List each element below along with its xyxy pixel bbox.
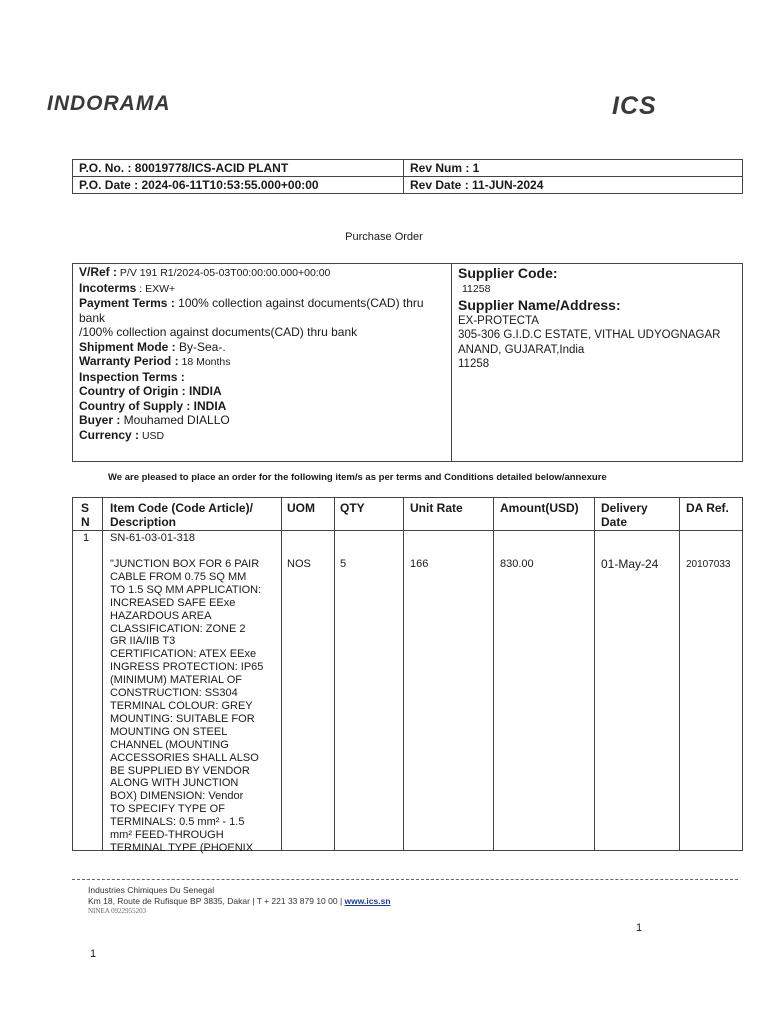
row-da-ref: 20107033 [686,559,731,570]
po-header-table [72,159,743,194]
order-intro-text: We are pleased to place an order for the following item/s as per terms and Conditions detailed below/annexure [108,472,607,483]
supplier-code-label: Supplier Code: [458,265,558,281]
items-table [72,497,743,854]
header-delivery-date: Delivery Date [601,501,648,529]
page-number-left: 1 [90,948,97,960]
row-delivery-date: 01-May-24 [601,557,659,571]
row-sn: 1 [83,532,90,544]
col-divider [594,498,595,850]
currency-line: Currency : USD [79,427,165,442]
terms-left-panel [79,265,449,443]
document-title: Purchase Order [345,231,423,243]
header-sn: S N [81,501,90,529]
row-uom: NOS [287,558,311,570]
rev-number: Rev Num : 1 [404,160,743,177]
row-qty: 5 [340,558,347,570]
inspection-line: Inspection Terms : [79,369,185,384]
incoterms-line: Incoterms : EXW+ [79,280,176,295]
header-row-divider [73,530,742,531]
footer-ninea: NINEA 0922955203 [88,907,147,915]
header-qty: QTY [340,501,365,515]
warranty-line: Warranty Period : 18 Months [79,354,231,368]
header-da-ref: DA Ref. [686,501,729,515]
vref-line: V/Ref : P/V 191 R1/2024-05-03T00:00:00.000+00:00 [79,265,331,279]
origin-line: Country of Origin : INDIA [79,384,222,398]
buyer-line: Buyer : Mouhamed DIALLO [79,413,230,427]
ics-logo: ICS [612,92,657,120]
row-amount: 830.00 [500,558,534,570]
supplier-name: EX-PROTECTA [458,314,539,327]
website-link[interactable]: www.ics.sn [344,896,391,906]
col-divider [403,498,404,850]
col-divider [281,498,282,850]
payment-line: Payment Terms : 100% collection against documents(CAD) thru bank [79,296,424,325]
footer-company: Industries Chimiques Du Senegal [88,885,215,895]
supplier-code-value: 11258 [462,283,491,295]
po-date: P.O. Date : 2024-06-11T10:53:55.000+00:00 [73,177,404,194]
col-divider [493,498,494,850]
header-item-code: Item Code (Code Article)/ Description [110,501,253,529]
header-amount: Amount(USD) [500,501,579,515]
supplier-address-line2: ANAND, GUJARAT,India [458,343,585,356]
terms-divider [451,264,452,461]
rev-date: Rev Date : 11-JUN-2024 [404,177,743,194]
po-number: P.O. No. : 80019778/ICS-ACID PLANT [73,160,404,177]
header-unit-rate: Unit Rate [410,501,463,515]
col-divider [679,498,680,850]
supplier-address-line1: 305-306 G.I.D.C ESTATE, VITHAL UDYOGNAGAR [458,329,721,341]
supplier-address-line3: 11258 [458,358,490,370]
footer-address: Km 18, Route de Rufisque BP 3835, Dakar | T + 221 33 879 10 00 | www.ics.sn [88,896,391,906]
terms-box [72,263,743,462]
shipment-line: Shipment Mode : By-Sea-. [79,339,226,354]
row-item-code: SN-61-03-01-318 [110,532,195,544]
row-unit-rate: 166 [410,558,429,570]
col-divider [334,498,335,850]
row-description: "JUNCTION BOX FOR 6 PAIR CABLE FROM 0.75 SQ MM TO 1.5 SQ MM APPLICATION: INCREASED SAFE EExe HAZARDOUS AREA CLASSIFICATION: ZONE 2 GR IIA/IIB T3 CERTIFICATION: ATEX EExe INGRESS PROTECTION: IP65 (MINIMUM) MATERIAL OF CONSTRUCTION: SS304 TERMINAL COLOUR: GREY MOUNTING: SUITABLE FOR MOUNTING ON STEEL CHANNEL (MOUNTING ACCESSORIES SHALL ALSO BE SUPPLIED BY VENDOR ALONG WITH JUNCTION BOX) DIMENSION: Vendor TO SPECIFY TYPE OF TERMINALS: 0.5 mm² - 1.5 mm² FEED-THROUGH TERMINAL TYPE (PHOENIX [110,558,264,854]
supplier-name-label: Supplier Name/Address: [458,296,621,313]
col-divider [102,498,103,850]
header-uom: UOM [287,501,315,515]
payment-extra-line: /100% collection against documents(CAD) thru bank [79,325,358,339]
supplier-panel [458,265,743,372]
footer-divider [72,879,738,880]
supply-line: Country of Supply : INDIA [79,398,227,413]
indorama-logo: INDORAMA [47,92,171,115]
page-number-right: 1 [636,922,643,934]
